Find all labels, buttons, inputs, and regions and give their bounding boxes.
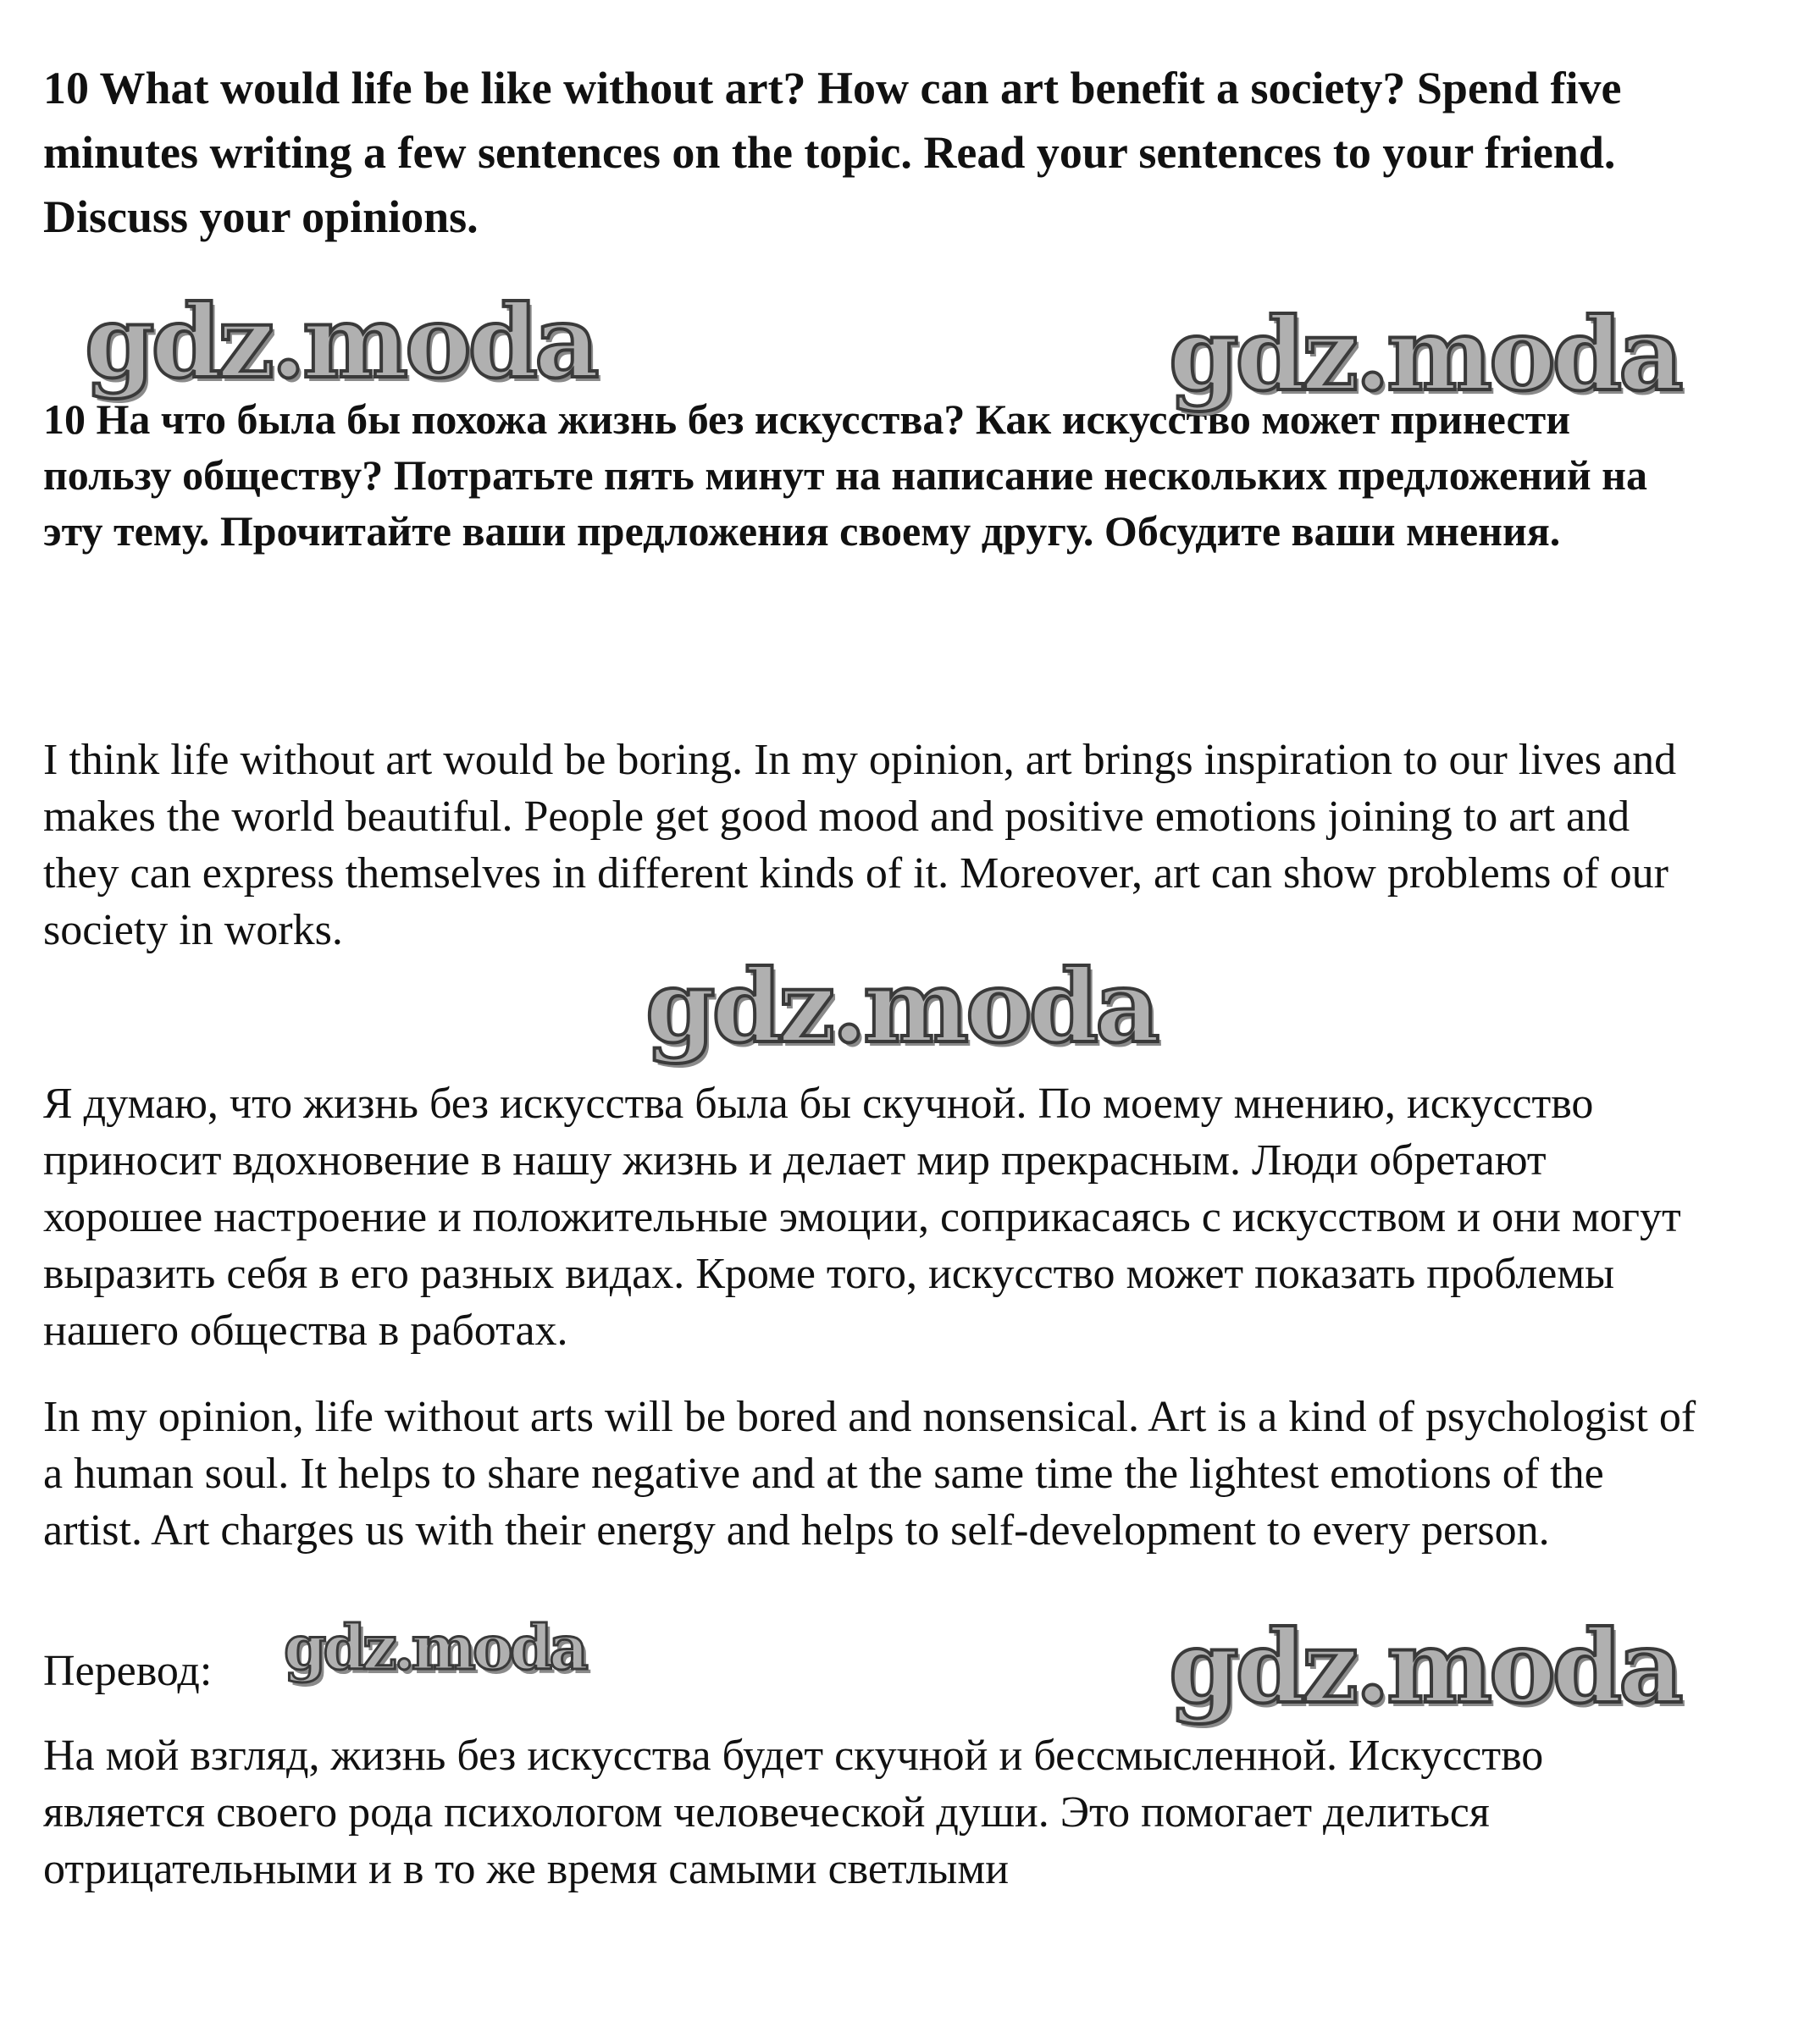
task-russian: 10 На что была бы похожа жизнь без искусства? Как искусство может принести пользу обществу? Потратьте пять минут на написание нескольких предложений на эту тему. Прочитайте ваши предложения своему другу. Обсудите ваши мнения. bbox=[43, 395, 1647, 555]
watermark-logo: gdz.moda bbox=[1169, 296, 1680, 413]
translation-label: Перевод: bbox=[43, 1647, 213, 1695]
watermark-logo: gdz.moda bbox=[645, 947, 1157, 1065]
watermark-logo: gdz.moda bbox=[1169, 1608, 1680, 1726]
watermark-logo: gdz.moda bbox=[284, 1611, 585, 1683]
answer2-english: In my opinion, life without arts will be bored and nonsensical. Art is a kind of psychologist of a human soul. It helps to share negative and at the same time the lightest emotions of the artist. Art charges us with their energy and helps to self-development to every person. bbox=[43, 1393, 1696, 1555]
watermark-logo: gdz.moda bbox=[85, 283, 596, 401]
answer1-english: I think life without art would be boring. In my opinion, art brings inspiration to our lives and makes the world beautiful. People get good mood and positive emotions joining to art and they can express themselves in different kinds of it. Moreover, art can show problems of our society in works. bbox=[43, 736, 1677, 954]
task-english: 10 What would life be like without art? How can art benefit a society? Spend five minutes writing a few sentences on the topic. Read your sentences to your friend. Discuss your opinions. bbox=[43, 63, 1622, 242]
answer2-russian: На мой взгляд, жизнь без искусства будет скучной и бессмысленной. Искусство является своего рода психологом человеческой души. Это помогает делиться отрицательными и в то же время самыми светлыми bbox=[43, 1732, 1544, 1893]
answer1-russian: Я думаю, что жизнь без искусства была бы скучной. По моему мнению, искусство приносит вдохновение в нашу жизнь и делает мир прекрасным. Люди обретают хорошее настроение и положительные эмоции, соприкасаясь с искусством и они могут выразить себя в его разных видах. Кроме того, искусство может показать проблемы нашего общества в работах. bbox=[43, 1080, 1681, 1355]
